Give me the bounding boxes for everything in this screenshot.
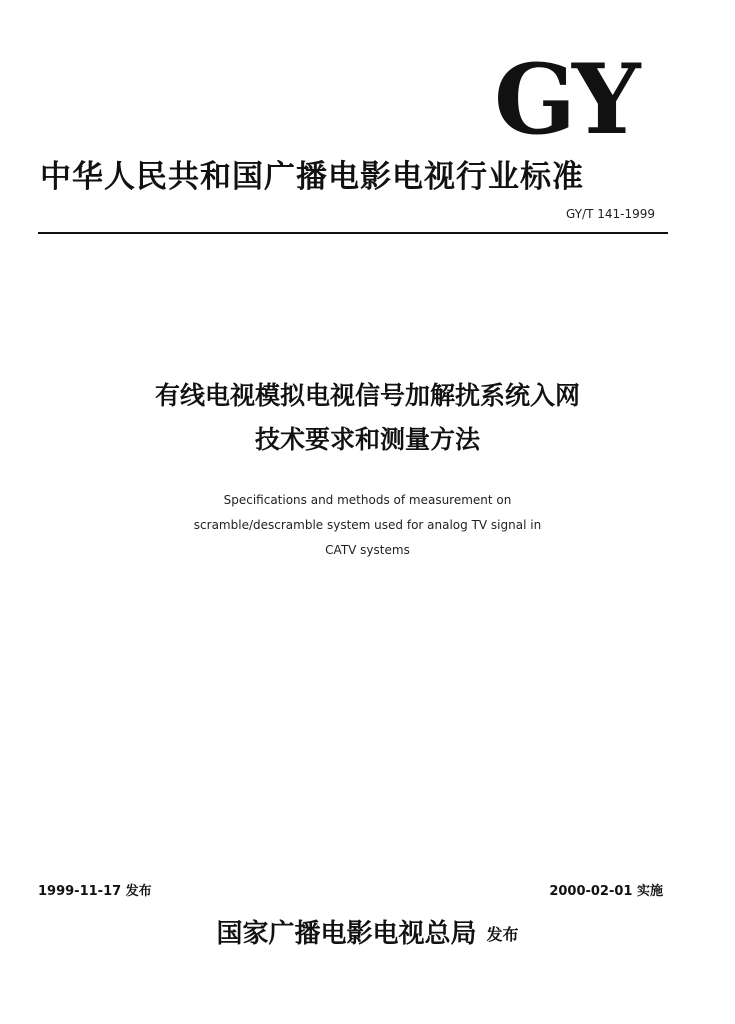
english-title-line-1: Specifications and methods of measurement on [223,493,512,507]
publisher [0,917,735,952]
standard-category-title: 中华人民共和国广播电影电视行业标准 [40,159,584,195]
header-divider [38,232,668,234]
publisher-name: 国家广播电影电视总局 [216,919,477,949]
gy-logo: GY [494,43,637,156]
english-title-line-3: CATV systems [325,543,410,557]
issue-date: 1999-11-17 发布 [38,884,152,899]
document-title-line-1: 有线电视模拟电视信号加解扰系统入网 [154,381,580,410]
publisher-suffix: 发布 [486,924,519,944]
standard-code: GY/T 141-1999 [566,207,655,221]
document-title-line-2: 技术要求和测量方法 [254,425,480,454]
implementation-date: 2000-02-01 实施 [549,884,663,899]
english-title-line-2: scramble/descramble system used for analog TV signal in [193,518,542,532]
